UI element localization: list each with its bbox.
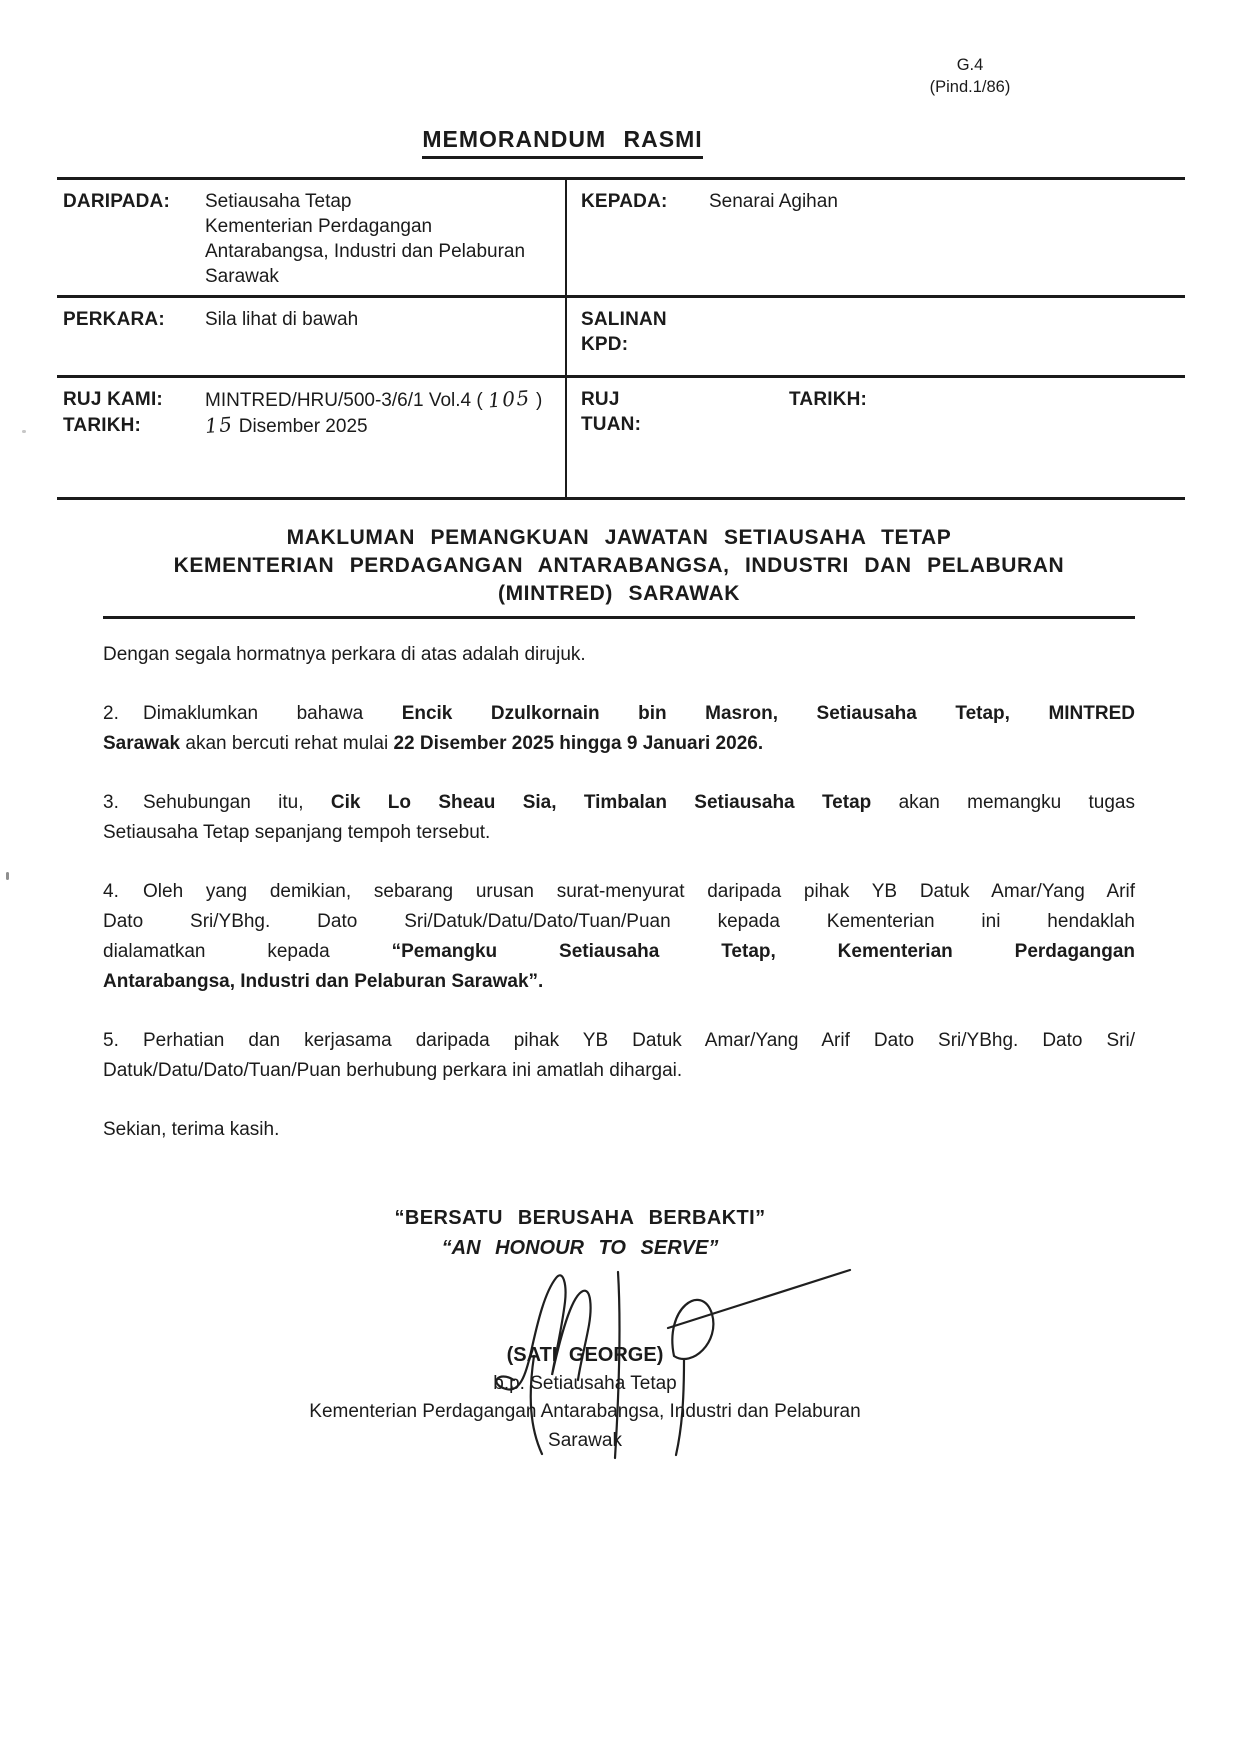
salinan-label: SALINAN KPD: [581,309,667,355]
kepada-cell [565,180,1185,295]
paragraph: 5. Perhatian dan kerjasama daripada pihak YB Datuk Amar/Yang Arif Dato Sri/YBhg. Dato Sri/ Datuk/Datu/Dato/Tuan/Puan berhubung perkara ini amatlah dihargai. [103,1030,1135,1081]
subject-heading-line1: MAKLUMAN PEMANGKUAN JAWATAN SETIAUSAHA TETAP [286,526,952,549]
paragraph: 2. Dimaklumkan bahawa Encik Dzulkornain bin Masron, Setiausaha Tetap, MINTRED Sarawak akan bercuti rehat mulai 22 Disember 2025 hingga 9 Januari 2026. [103,703,1135,754]
tarikh-value: 15 Disember 2025 [204,412,368,438]
body-paragraphs [103,640,1135,1145]
kepada-label: KEPADA: [581,191,668,212]
subject-heading-line2: KEMENTERIAN PERDAGANGAN ANTARABANGSA, INDUSTRI DAN PELABURAN [173,554,1065,577]
daripada-cell [57,180,565,295]
tarikh-label: TARIKH: [63,415,142,436]
handwritten-ref-number: 105 [487,385,532,413]
scan-artifact [6,872,9,880]
signatory-for-line: b.p. Setiausaha Tetap [493,1372,677,1394]
daripada-label: DARIPADA: [63,191,170,212]
scan-artifact [22,430,26,433]
perkara-cell [57,298,565,375]
daripada-value: Setiausaha Tetap Kementerian Perdagangan Antarabangsa, Industri dan Pelaburan Sarawak [205,191,526,287]
title-wrap [0,126,1125,159]
handwritten-day: 15 [204,412,235,438]
ruj-tuan-cell [565,378,1185,497]
motto-malay: “BERSATU BERUSAHA BERBAKTI” [394,1207,766,1229]
subject-heading [103,524,1135,619]
ruj-tuan-label: RUJ TUAN: [581,389,642,435]
page-title: MEMORANDUM RASMI [422,126,702,159]
memo-header-table [57,177,1185,500]
tarikh-right-label: TARIKH: [789,389,868,410]
form-code-revision: (Pind.1/86) [929,78,1011,96]
form-code-number: G.4 [956,56,984,74]
paragraph: Sekian, terima kasih. [103,1119,280,1140]
ruj-kami-value: MINTRED/HRU/500-3/6/1 Vol.4 ( 105 ) [205,385,543,413]
paragraph: 4. Oleh yang demikian, sebarang urusan surat-menyurat daripada pihak YB Datuk Amar/Yang Arif Dato Sri/YBhg. Dato Sri/Datuk/Datu/Dato/Tuan/Puan kepada Kementerian ini hendaklah dialamatkan kepada “Pemangku Setiausaha Tetap, Kementerian Perdagangan Antarabangsa, Industri dan Pelaburan Sarawak”. [103,881,1136,992]
form-code [905,54,1035,98]
ruj-kami-label: RUJ KAMI: [63,389,163,410]
paragraph: 3. Sehubungan itu, Cik Lo Sheau Sia, Timbalan Setiausaha Tetap akan memangku tugas Setiausaha Tetap sepanjang tempoh tersebut. [103,792,1135,843]
perkara-label: PERKARA: [63,309,165,330]
motto-english: “AN HONOUR TO SERVE” [441,1237,719,1259]
table-row [57,378,1185,500]
table-row [57,180,1185,298]
paragraph: Dengan segala hormatnya perkara di atas adalah dirujuk. [103,644,586,665]
perkara-value: Sila lihat di bawah [205,309,359,330]
ruj-kami-cell [57,378,565,497]
table-row [57,298,1185,378]
signatory-name: (SATI GEORGE) [506,1344,664,1366]
subject-heading-line3: (MINTRED) SARAWAK [497,582,741,605]
salinan-cell [565,298,1185,375]
signatory-org-line1: Kementerian Perdagangan Antarabangsa, Industri dan Pelaburan [309,1401,861,1422]
signature-block [0,1341,1170,1455]
motto [0,1203,1160,1263]
signatory-org-line2: Sarawak [548,1429,622,1451]
kepada-value: Senarai Agihan [709,191,838,212]
